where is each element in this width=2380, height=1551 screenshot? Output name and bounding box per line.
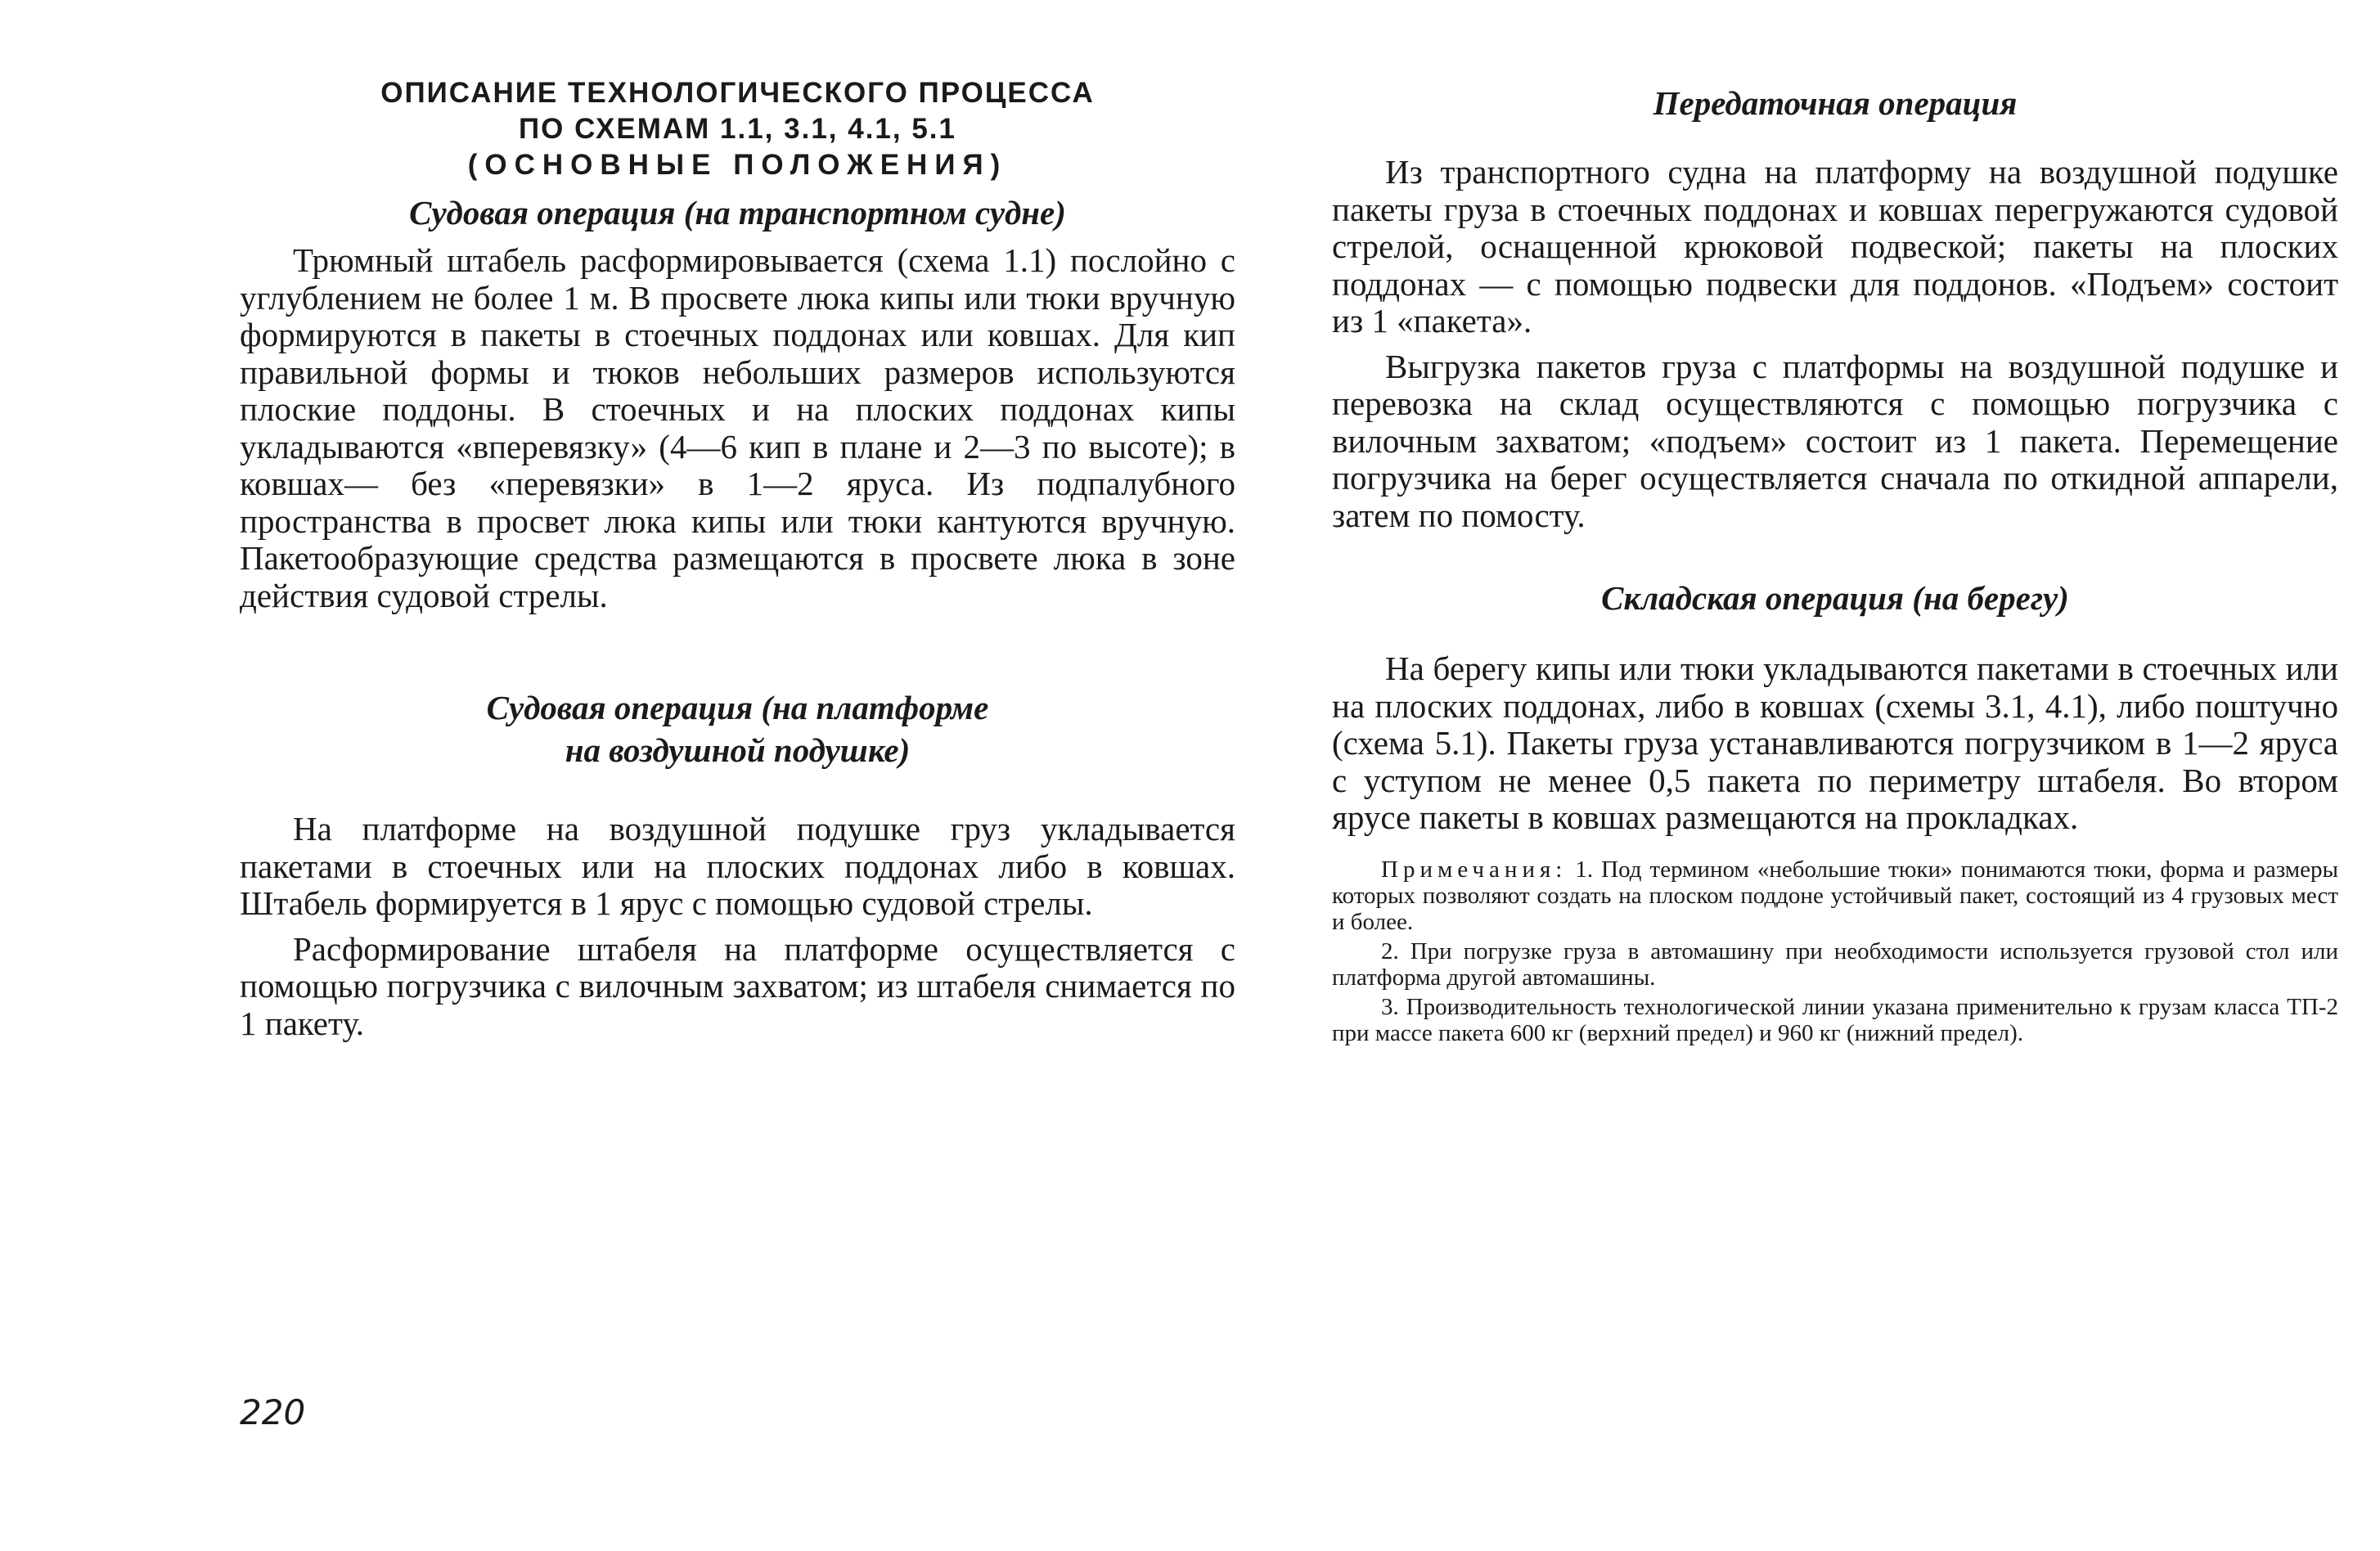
- paragraph-transfer-unloading: Выгрузка пакетов груза с платформы на воздушной подушке и перевозка на склад осуществляются с помощью погрузчика с вилочным захватом; «подъем» состоит из 1 пакета. Перемещение погрузчика на берег осуществляется сначала по откидной аппарели, затем по помосту.: [1332, 347, 2338, 534]
- title-line-3: (ОСНОВНЫЕ ПОЛОЖЕНИЯ): [467, 149, 1008, 181]
- section-heading-platform-operation: [240, 686, 1235, 771]
- notes-block: [1332, 856, 2338, 1046]
- note-1: [1332, 856, 2338, 935]
- page-title: [240, 75, 1235, 183]
- title-line-2: ПО СХЕМАМ 1.1, 3.1, 4.1, 5.1: [518, 113, 956, 145]
- paragraph-transfer-loading: Из транспортного судна на платформу на воздушной подушке пакеты груза в стоечных поддонах и ковшах перегружаются судовой стрелой, оснащенной крюковой подвеской; пакеты на плоских поддонах — с помощью подвески для поддонов. «Подъем» состоит из 1 «пакета».: [1332, 153, 2338, 339]
- section-heading-transfer-operation: Передаточная операция: [1653, 84, 2018, 122]
- note-1-text: 1. Под термином «небольшие тюки» понимаются тюки, форма и размеры которых позволяют создать на плоском поддоне устойчивый пакет, состоящий из 4 грузовых мест и более.: [1332, 856, 2339, 935]
- title-line-1: ОПИСАНИЕ ТЕХНОЛОГИЧЕСКОГО ПРОЦЕССА: [380, 77, 1095, 109]
- section-heading-warehouse-operation: Складская операция (на берегу): [1601, 579, 2069, 617]
- note-2: 2. При погрузке груза в автомашину при необходимости используется грузовой стол или платформа другой автомашины.: [1332, 937, 2338, 991]
- paragraph-warehouse-operation: На берегу кипы или тюки укладываются пакетами в стоечных или на плоских поддонах, либо в ковшах (схемы 3.1, 4.1), либо поштучно (схема 5.1). Пакеты груза устанавливаются погрузчиком в 1—2 яруса с уступом не менее 0,5 пакета по периметру штабеля. Во втором ярусе пакеты в ковшах размещаются на прокладках.: [1332, 650, 2338, 836]
- left-column: [240, 0, 1235, 1042]
- paragraph-platform-stacking: На платформе на воздушной подушке груз укладывается пакетами в стоечных или на плоских поддонах либо в ковшах. Штабель формируется в 1 ярус с помощью судовой стрелы.: [240, 810, 1235, 922]
- section-heading-ship-operation: Судовая операция (на транспортном судне): [409, 194, 1066, 232]
- paragraph-ship-operation: Трюмный штабель расформировывается (схема 1.1) послойно с углублением не более 1 м. В просвете люка кипы или тюки вручную формируются в пакеты в стоечных поддонах или ковшах. Для кип правильной формы и тюков небольших размеров используются плоские поддоны. В стоечных и на плоских поддонах кипы укладываются «вперевязку» (4—6 кип в плане и 2—3 по высоте); в ковшах— без «перевязки» в 1—2 яруса. Из подпалубного пространства в просвет люка кипы или тюки кантуются вручную. Пакетообразующие средства размещаются в просвете люка в зоне действия судовой стрелы.: [240, 241, 1235, 614]
- paragraph-platform-unstacking: Расформирование штабеля на платформе осуществляется с помощью погрузчика с вилочным захватом; из штабеля снимается по 1 пакету.: [240, 929, 1235, 1042]
- note-3: 3. Производительность технологической линии указана применительно к грузам класса ТП-2 при массе пакета 600 кг (верхний предел) и 960 кг (нижний предел).: [1332, 993, 2338, 1046]
- heading-line-2: на воздушной подушке): [565, 731, 911, 769]
- notes-label: Примечания:: [1381, 856, 1568, 883]
- right-column: [1332, 0, 2338, 1050]
- heading-line-1: Судовая операция (на платформе: [486, 689, 989, 726]
- page-number: 220: [240, 1392, 306, 1432]
